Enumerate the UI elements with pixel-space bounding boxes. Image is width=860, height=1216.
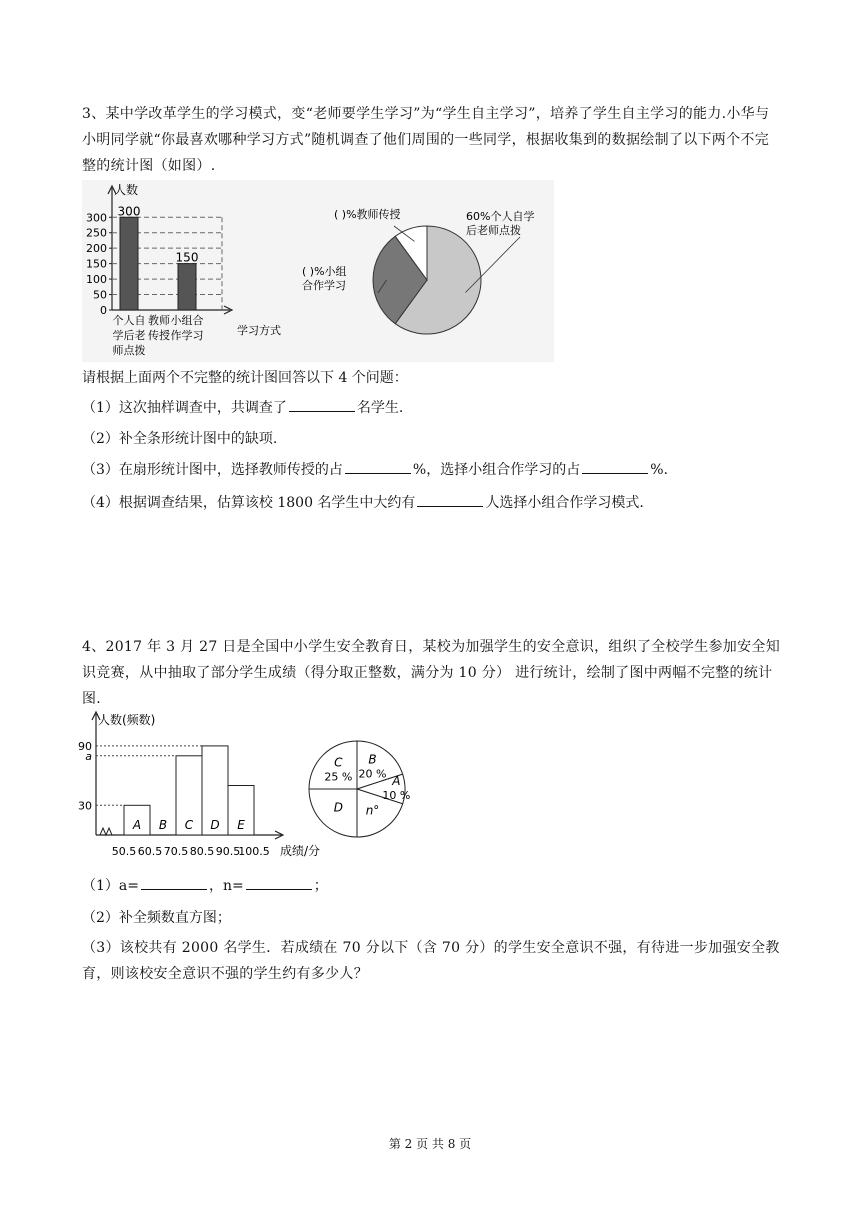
q4-sub1-text-a: （1）a= (82, 878, 139, 894)
pie-slice-label: 后老师点拨 (466, 224, 521, 237)
bar-category-label: B (158, 818, 168, 832)
bar (120, 217, 138, 310)
pie-slice-label: A (392, 774, 401, 788)
bin-edge-label: 90.5 (215, 845, 241, 858)
axis-break (100, 828, 112, 835)
q4-sub1-text-c: ； (313, 878, 328, 894)
category-label: 个人自 (112, 314, 146, 327)
q3-sub4 (82, 493, 644, 513)
y-tick-label: a (85, 749, 92, 763)
q3-sub2: （2）补全条形统计图中的缺项. (82, 431, 278, 447)
y-tick-label: 300 (86, 211, 107, 225)
answer-blank[interactable] (246, 876, 312, 890)
bin-edge-label: 70.5 (163, 845, 189, 858)
bin-edge-label: 80.5 (189, 845, 215, 858)
answer-blank[interactable] (582, 460, 648, 474)
y-tick-label: 100 (86, 273, 107, 287)
category-label: 传授 (148, 329, 170, 342)
y-tick-label: 200 (86, 242, 107, 256)
q3-intro: 3、某中学改革学生的学习模式，变“老师要学生学习”为“学生自主学习”，培养了学生自主学习的能力.小华与小明同学就“你最喜欢哪种学习方式”随机调查了他们周围的一些同学，根据收集到的数据绘制了以下两个不完整的统计图（如图）. (82, 106, 770, 174)
q3-prompt: 请根据上面两个不完整的统计图回答以下 4 个问题： (82, 370, 408, 386)
pie-slice-label: 60%个人自学 (466, 210, 535, 223)
pie-slice-label: ( )%小组 (302, 265, 347, 278)
bar-value-label: 300 (117, 204, 141, 219)
y-axis-label: 人数 (114, 183, 139, 197)
q3-sub4-text-a: （4）根据调查结果，估算该校 1800 名学生中大约有 (82, 495, 416, 511)
y-tick-label: 150 (86, 257, 107, 271)
x-axis-label: 学习方式 (237, 324, 281, 337)
q4-sub1 (82, 876, 328, 896)
pie-slice-label: ( )%教师传授 (334, 208, 401, 221)
category-label: 学后老 (112, 329, 146, 342)
x-axis-label: 成绩/分 (280, 844, 321, 858)
answer-blank[interactable] (141, 876, 207, 890)
bar-value-label: 150 (175, 250, 199, 265)
q3-sub3-text-a: （3）在扇形统计图中，选择教师传授的占 (82, 462, 343, 478)
y-tick-label: 0 (100, 304, 107, 317)
category-label: 师点拨 (112, 344, 146, 357)
q4-sub1-text-b: ，n= (208, 878, 244, 894)
bin-edge-label: 100.5 (238, 845, 270, 858)
answer-blank[interactable] (345, 460, 411, 474)
bar-category-label: D (210, 818, 220, 832)
bar-category-label: C (184, 818, 194, 832)
pie-slice-label: B (368, 752, 377, 767)
pie-slice-percent: 20 % (358, 767, 387, 781)
y-tick-label: 250 (86, 226, 107, 240)
bar (178, 264, 196, 310)
pie-slice-percent: 25 % (324, 770, 353, 784)
category-label: 作学习 (170, 329, 204, 342)
pie-slice-label: 合作学习 (302, 279, 346, 292)
page-footer: 第 2 页 共 8 页 (388, 1137, 472, 1151)
bar-category-label: E (237, 818, 245, 832)
q3-sub1-text-b: 名学生. (356, 400, 404, 416)
answer-blank[interactable] (289, 398, 355, 412)
y-tick-label: 50 (93, 288, 107, 302)
q3-sub3-text-b: %，选择小组合作学习的占 (412, 462, 581, 478)
bin-edge-label: 50.5 (111, 845, 137, 858)
q4-sub2: （2）补全频数直方图； (82, 910, 231, 926)
q4-intro: 4、2017 年 3 月 27 日是全国中小学生安全教育日，某校为加强学生的安全意识，组织了全校学生参加安全知识竞赛，从中抽取了部分学生成绩（得分取正整数，满分为 10 分） 进行统计，绘制了图中两幅不完整的统计图. (82, 639, 781, 707)
y-tick-label: 90 (78, 739, 92, 753)
q3-sub4-text-b: 人选择小组合作学习模式. (485, 495, 644, 511)
y-tick-label: 30 (78, 799, 92, 813)
q3-sub3-text-c: %. (650, 462, 668, 478)
answer-blank[interactable] (417, 493, 483, 507)
y-axis-label: 人数(频数) (98, 713, 156, 727)
q4-sub3: （3）该校共有 2000 名学生．若成绩在 70 分以下（含 70 分）的学生安全意识不强，有待进一步加强安全教育，则该校安全意识不强的学生约有多少人？ (82, 940, 780, 982)
q3-sub1 (82, 398, 403, 418)
bar-category-label: A (132, 818, 142, 832)
category-label: 教师 (148, 314, 170, 327)
pie-slice-percent: 10 % (382, 789, 411, 802)
q4-charts (78, 708, 522, 868)
q3-charts (82, 180, 554, 362)
pie-slice-label: C (334, 755, 343, 770)
category-label: 小组合 (170, 314, 204, 327)
pie-slice-label: n° (365, 803, 380, 818)
q3-sub3 (82, 460, 668, 480)
pie-slice-label: D (333, 800, 343, 815)
q3-sub1-text-a: （1）这次抽样调查中，共调查了 (82, 400, 287, 416)
bin-edge-label: 60.5 (137, 845, 163, 858)
